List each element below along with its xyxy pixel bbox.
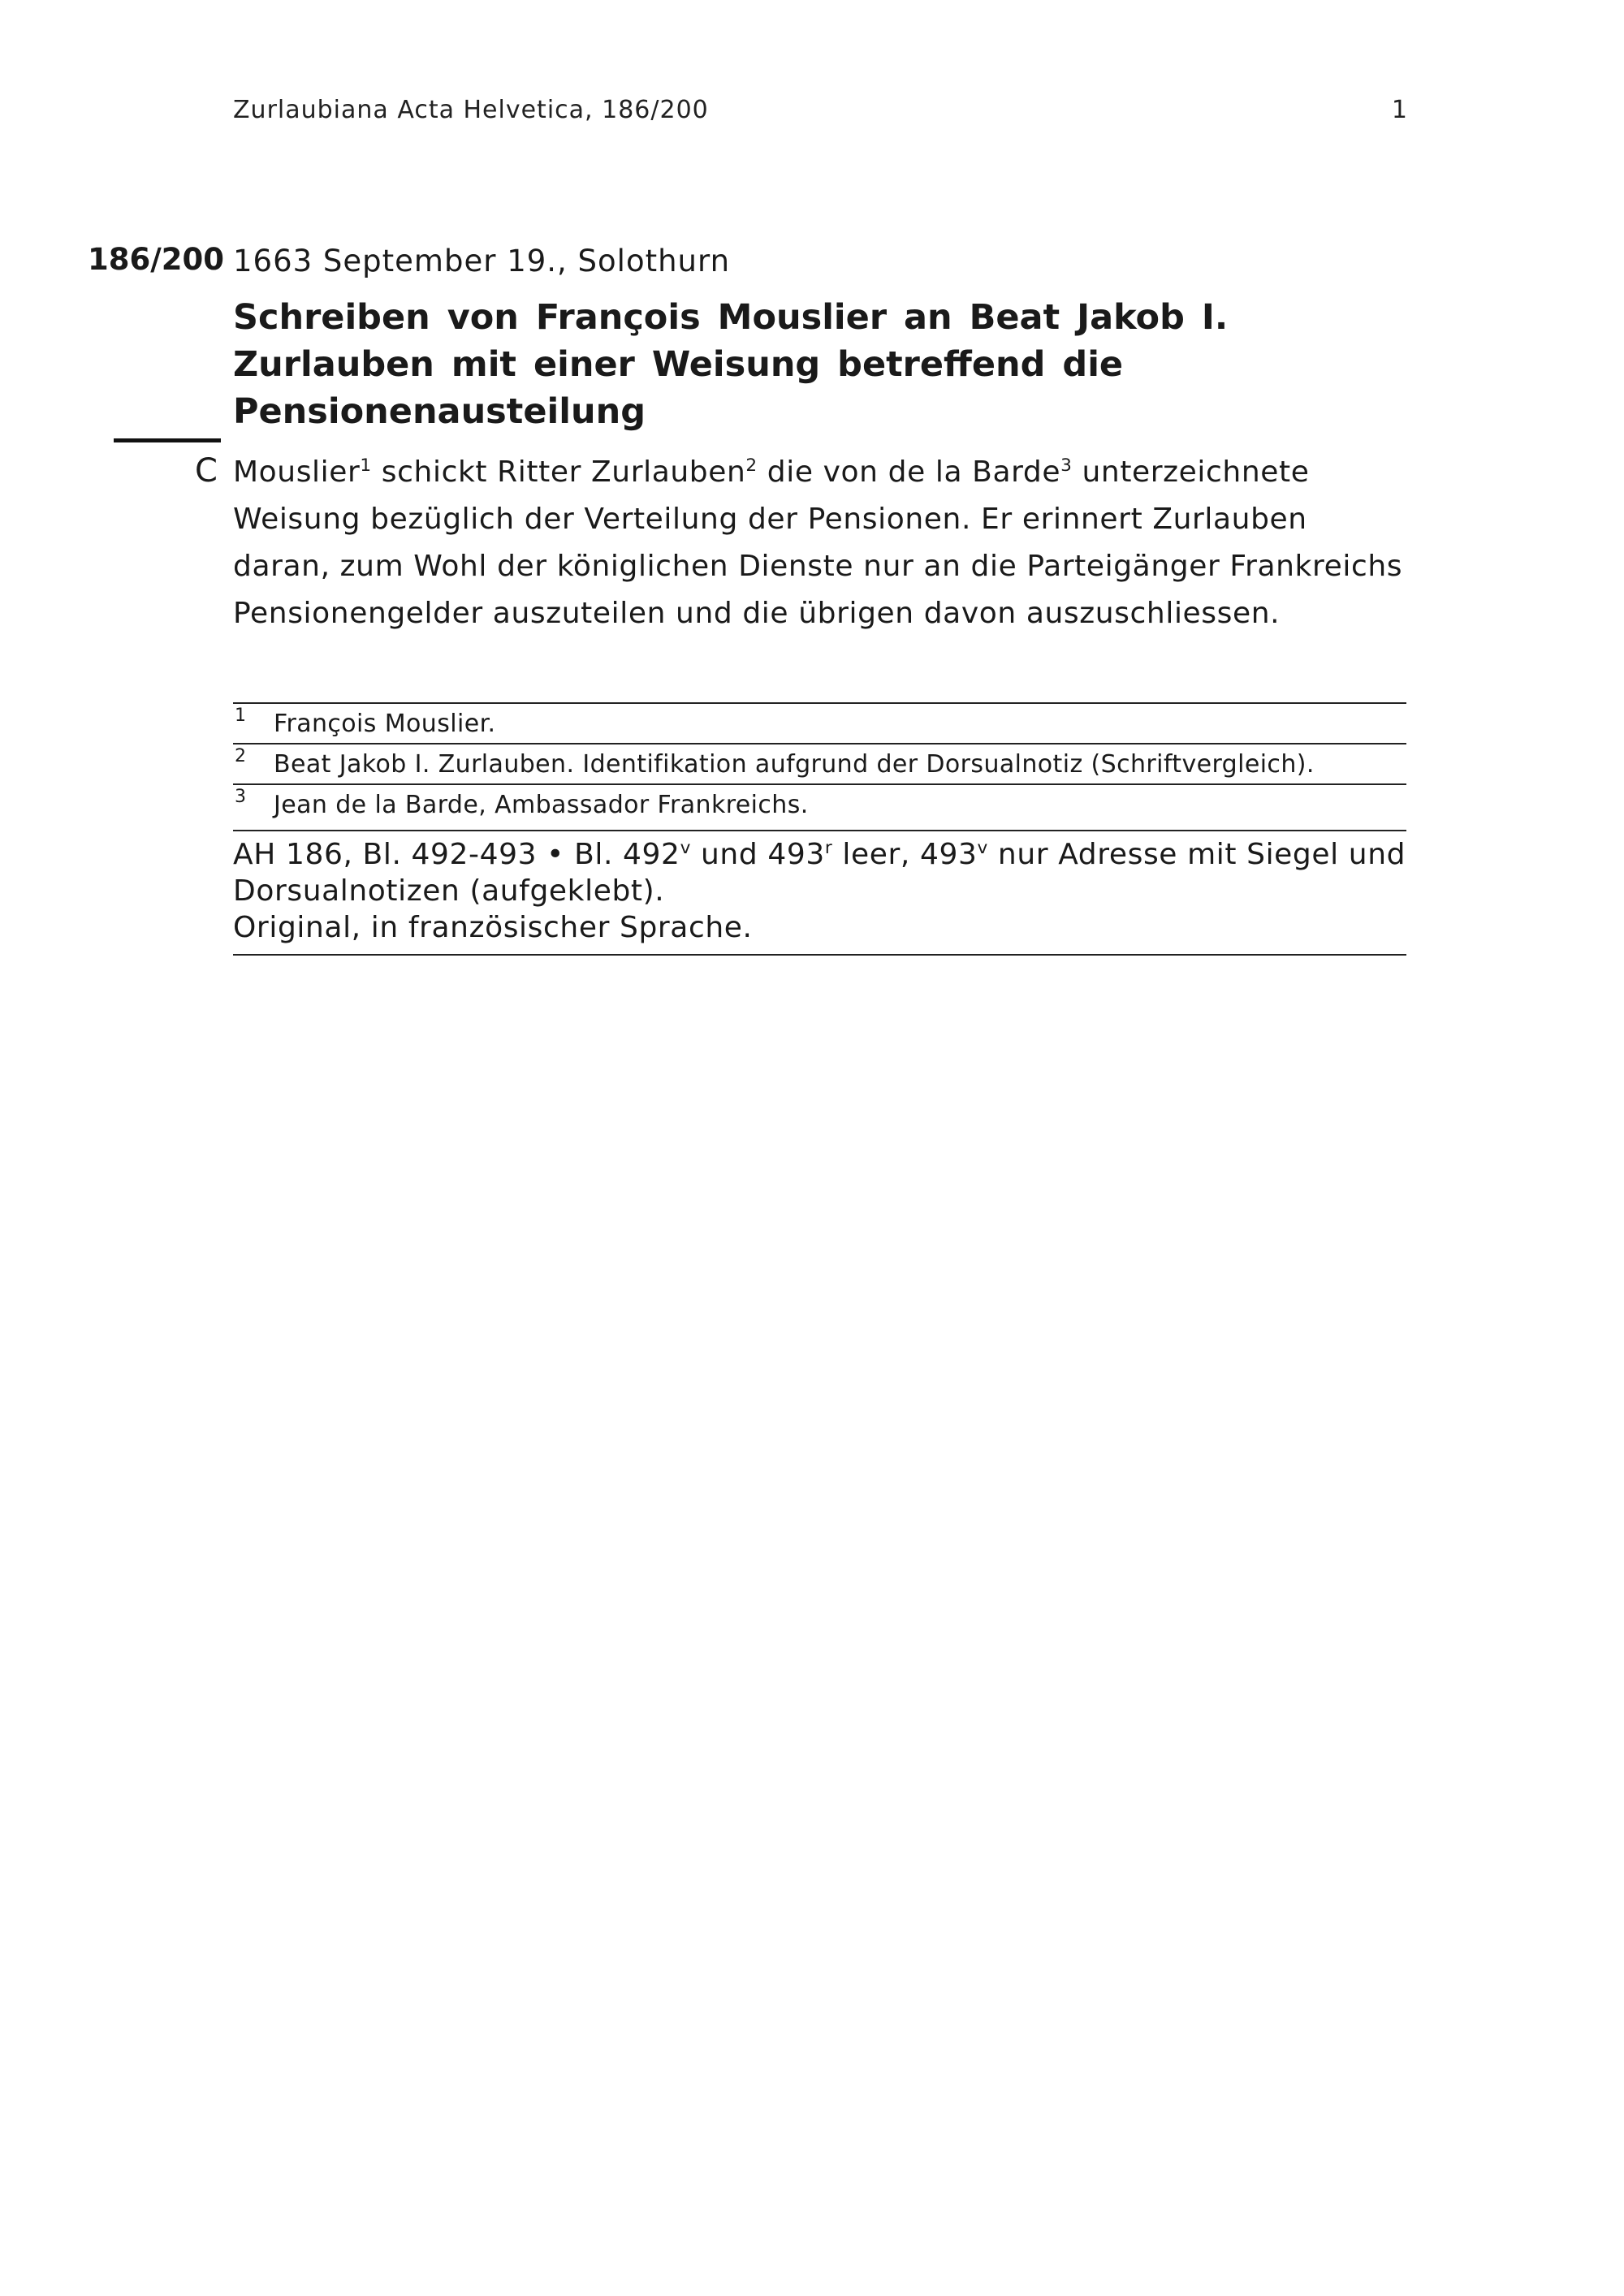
summary-text: Mouslier	[233, 455, 361, 489]
footnote-mark: 2	[235, 746, 247, 766]
folio-side: r	[824, 838, 833, 858]
footnote-ref: 2	[745, 455, 758, 476]
source-original-note: Original, in französischer Sprache.	[233, 911, 753, 944]
page-number: 1	[1391, 96, 1408, 124]
source-block	[233, 830, 1406, 956]
source-text: nur Adresse mit Siegel und Dorsualnotizen (aufgeklebt).	[233, 838, 1406, 908]
summary-text: schickt Ritter Zurlauben	[371, 455, 746, 489]
footnote-ref: 1	[360, 455, 372, 476]
entry-summary	[233, 449, 1406, 637]
footnote-row	[233, 783, 1406, 824]
summary-text: die von de la Barde	[757, 455, 1061, 489]
source-text: und 493	[690, 838, 825, 871]
footnote-text: Beat Jakob I. Zurlauben. Identifikation aufgrund der Dorsualnotiz (Schriftvergleich).	[274, 750, 1315, 779]
margin-rule	[114, 438, 221, 442]
folio-side: v	[977, 838, 988, 858]
running-head	[233, 96, 1408, 124]
footnotes	[233, 702, 1406, 824]
source-text: leer, 493	[832, 838, 978, 871]
entry-number: 186/200	[88, 242, 224, 277]
summary-text: unterzeichnete Weisung bezüglich der Verteilung der Pensionen. Er erinnert Zurlauben daran, zum Wohl der königlichen Dienste nur an die Parteigänger Frankreichs Pensionengelder auszuteilen und die übrigen davon auszuschliessen.	[233, 455, 1403, 630]
footnote-ref: 3	[1060, 455, 1073, 476]
running-head-title: Zurlaubiana Acta Helvetica, 186/200	[233, 96, 709, 124]
folio-side: v	[680, 838, 691, 858]
footnote-row	[233, 702, 1406, 743]
footnote-row	[233, 743, 1406, 783]
entry-title: Schreiben von François Mouslier an Beat Jakob I. Zurlauben mit einer Weisung betreffend die Pensionenausteilung	[233, 297, 1229, 432]
source-line	[233, 836, 1406, 909]
footnote-mark: 1	[235, 706, 247, 726]
footnote-text: Jean de la Barde, Ambassador Frankreichs.	[274, 791, 809, 819]
category-letter: C	[195, 452, 218, 490]
entry-date-place: 1663 September 19., Solothurn	[233, 244, 731, 278]
source-text: AH 186, Bl. 492-493 • Bl. 492	[233, 838, 680, 871]
footnote-mark: 3	[235, 787, 247, 807]
footnote-text: François Mouslier.	[274, 710, 496, 738]
